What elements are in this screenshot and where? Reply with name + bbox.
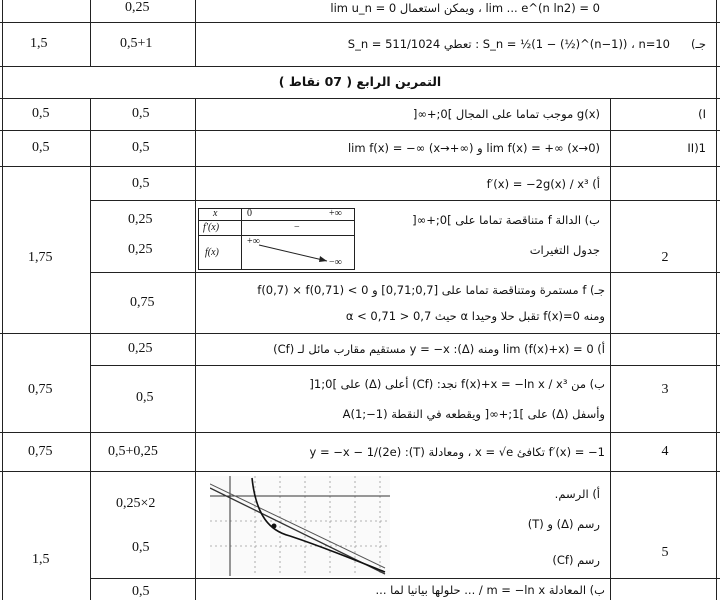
q2c-line-1: جـ) f مستمرة ومتناقصة تماما على [0,7;0,71] و f(0,7) × f(0,71) < 0 <box>257 283 605 297</box>
exercise-title: التمرين الرابع ( 07 نقاط ) <box>278 74 442 89</box>
graph-sketch <box>210 476 390 576</box>
q2b-line-2: جدول التغيرات <box>529 243 600 257</box>
row-i-text: g(x) موجب تماما على المجال ]0;+∞[ <box>412 107 600 121</box>
q3-label: 3 <box>661 382 669 397</box>
q2-total: 1,75 <box>28 250 53 265</box>
vt-x-label: x <box>213 208 218 219</box>
q3b-line-1: ب) من f(x)+x = −ln x / x³ نجد: (Cf) أعلى (Δ) على ]0;1[ <box>309 377 605 391</box>
row-j-text: S_n = ½(1 − (½)^(n−1)) ، n=10 : تعطي S_n = 511/1024 <box>347 37 670 51</box>
q2b-points-2: 0,25 <box>128 242 153 257</box>
q4-text: f′(x) = −1 تكافئ x = √e ، ومعادلة (T): y = −x − 1/(2e) <box>309 445 605 459</box>
variation-table <box>198 208 355 270</box>
q2c-points: 0,75 <box>130 295 155 310</box>
q5-points-2: 0,5 <box>132 540 150 555</box>
row-ii1-total: 0,5 <box>32 140 50 155</box>
q2b-points-1: 0,25 <box>128 212 153 227</box>
top-row-text: lim ... e^(n ln2) = 0 ، ويمكن استعمال lim u_n = 0 <box>330 1 600 15</box>
q2a-points: 0,5 <box>132 176 150 191</box>
row-i-points: 0,5 <box>132 106 150 121</box>
top-row-points: 0,25 <box>125 0 150 15</box>
q2-label: 2 <box>661 250 669 265</box>
row-i-label: I) <box>698 107 706 121</box>
q4-label: 4 <box>661 444 669 459</box>
vt-arrow <box>199 209 354 269</box>
q3b-points: 0,5 <box>136 390 154 405</box>
vt-f-bottom: −∞ <box>329 257 342 268</box>
q4-total: 0,75 <box>28 444 53 459</box>
row-j-points: 0,5+1 <box>120 36 153 51</box>
row-j-total: 1,5 <box>30 36 48 51</box>
q2b-line-1: ب) الدالة f متناقصة تماما على ]0;+∞[ <box>412 213 600 227</box>
q3a-points: 0,25 <box>128 341 153 356</box>
q5-label: 5 <box>661 545 669 560</box>
q5-line-2: رسم (Δ) و (T) <box>527 517 600 531</box>
vt-fp-sign: − <box>294 222 300 233</box>
row-ii1-points: 0,5 <box>132 140 150 155</box>
row-ii1-text: lim f(x) = +∞ (x→0) و lim f(x) = −∞ (x→+∞) <box>347 141 600 155</box>
q5-line-3: رسم (Cf) <box>552 553 600 567</box>
row-i-total: 0,5 <box>32 106 50 121</box>
q5-points-1: 0,25×2 <box>116 496 156 511</box>
row-j-label: جـ) <box>691 37 706 51</box>
q4-points: 0,5+0,25 <box>108 444 158 459</box>
q5-points-3: 0,5 <box>132 584 150 599</box>
q5-bottom-text: ب) المعادلة m = −ln x / ... حلولها بيانيا لما ... <box>375 583 605 597</box>
vt-fp-label: f′(x) <box>203 222 220 233</box>
q5-line-1: أ) الرسم. <box>554 487 600 501</box>
q2c-line-2: ومنه f(x)=0 تقبل حلا وحيدا α حيث 0,7 < α < 0,71 <box>345 309 605 323</box>
vt-x-start: 0 <box>247 208 252 219</box>
vt-x-end: +∞ <box>329 208 342 219</box>
vt-f-top: +∞ <box>247 236 260 247</box>
q5-total: 1,5 <box>32 552 50 567</box>
vt-f-label: f(x) <box>205 247 219 258</box>
q3b-line-2: وأسفل (Δ) على ]1;+∞[ ويقطعه في النقطة A(1;−1) <box>342 407 605 421</box>
q3a-text: أ) lim (f(x)+x) = 0 ومنه (Δ): y = −x مستقيم مقارب مائل لـ (Cf) <box>273 342 605 356</box>
q2a-text: أ) f′(x) = −2g(x) / x³ <box>486 177 600 191</box>
q3-total: 0,75 <box>28 382 53 397</box>
row-ii1-label: II)1 <box>687 141 706 155</box>
